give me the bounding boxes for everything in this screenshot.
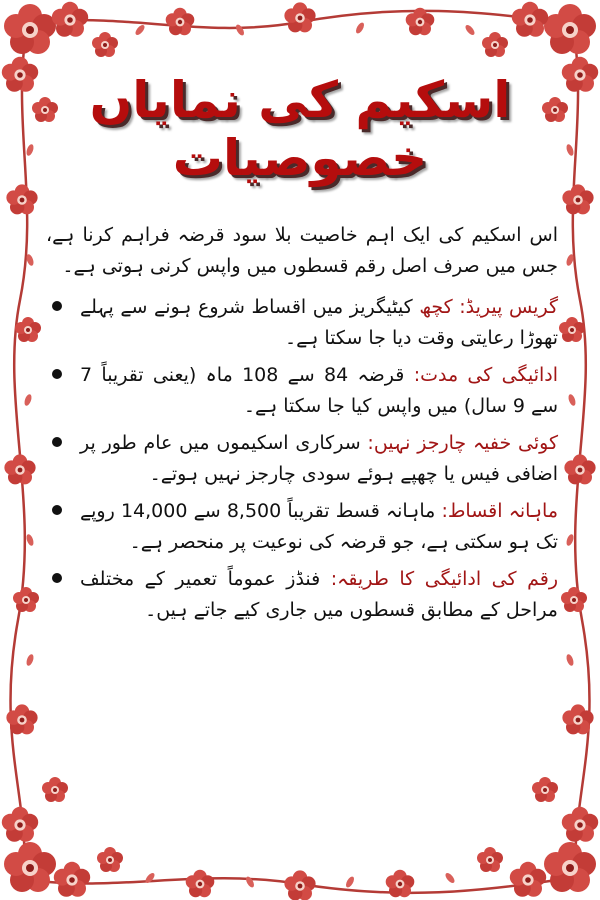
main-content — [46, 220, 558, 632]
feature-label: رقم کی ادائیگی کا طریقہ: — [330, 568, 559, 590]
feature-label: گریس پیریڈ: کچھ — [419, 296, 559, 318]
list-item-monthly-installments — [46, 496, 558, 558]
list-item-no-hidden-charges — [46, 428, 558, 490]
list-item-repayment-period — [46, 360, 558, 422]
bullet-icon — [52, 437, 62, 447]
feature-label: کوئی خفیہ چارجز نہیں: — [367, 432, 558, 454]
feature-text: ماہانہ قسط تقریباً 8,500 سے 14,000 روپے تک ہو سکتی ہے، جو قرضہ کی نوعیت پر منحصر ہے۔ — [80, 500, 558, 553]
bullet-icon — [52, 573, 62, 583]
bullet-icon — [52, 505, 62, 515]
page-title — [70, 72, 530, 187]
feature-text: کیٹیگریز میں اقساط شروع ہونے سے پہلے تھوڑا رعایتی وقت دیا جا سکتا ہے۔ — [80, 296, 558, 349]
list-item-grace-period — [46, 292, 558, 354]
bullet-icon — [52, 369, 62, 379]
feature-label: ماہانہ اقساط: — [441, 500, 558, 522]
feature-text: سرکاری اسکیموں میں عام طور پر اضافی فیس یا چھپے ہوئے سودی چارجز نہیں ہوتے۔ — [80, 432, 558, 485]
intro-paragraph: اس اسکیم کی ایک اہم خاصیت بلا سود قرضہ فراہم کرنا ہے، جس میں صرف اصل رقم قسطوں میں واپس کرنی ہوتی ہے۔ — [46, 224, 558, 277]
feature-text: قرضہ 84 سے 108 ماہ (یعنی تقریباً 7 سے 9 سال) میں واپس کیا جا سکتا ہے۔ — [80, 364, 558, 417]
features-list — [46, 292, 558, 626]
list-item-disbursement-method — [46, 564, 558, 626]
page-title-line-1: اسکیم کی نمایاں — [89, 71, 511, 129]
feature-label: ادائیگی کی مدت: — [413, 364, 558, 386]
page-title-line-2: خصوصیات — [172, 128, 428, 187]
feature-text: فنڈز عموماً تعمیر کے مختلف مراحل کے مطابق قسطوں میں جاری کیے جاتے ہیں۔ — [80, 568, 558, 621]
bullet-icon — [52, 301, 62, 311]
